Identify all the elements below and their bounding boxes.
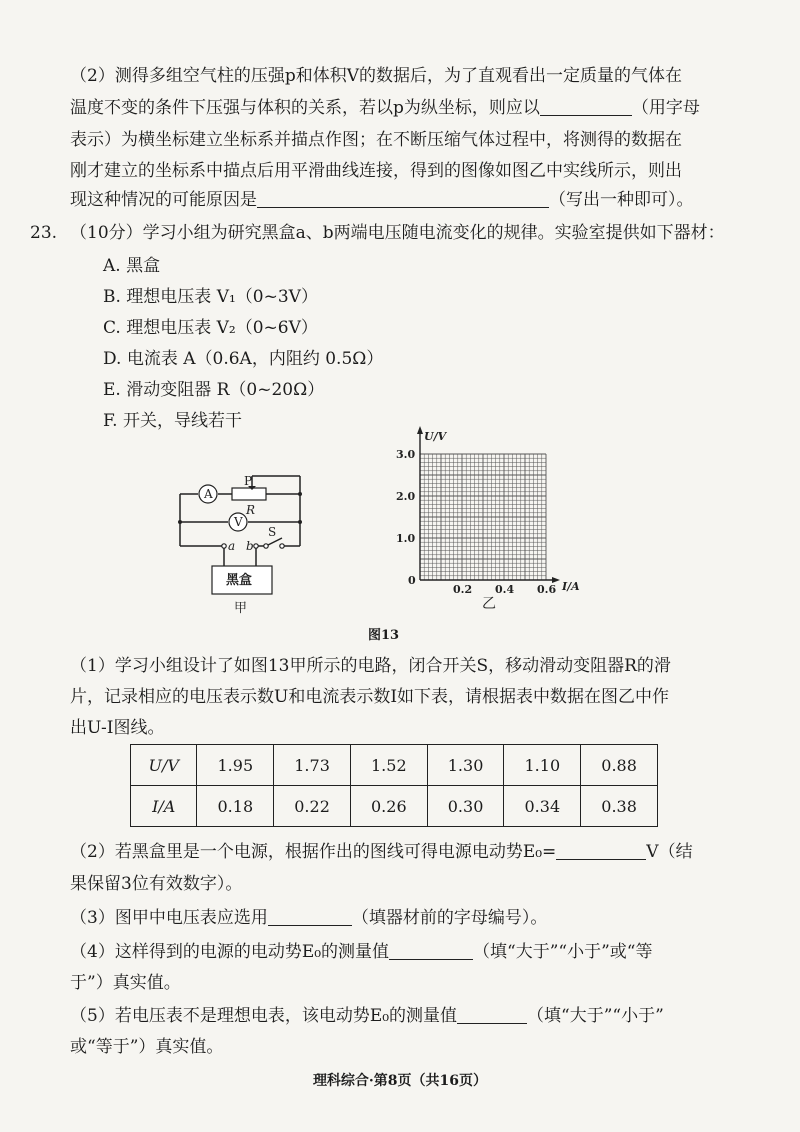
part1-line-3: 出U-I图线。 <box>70 718 165 738</box>
q22-line-5 <box>70 188 746 212</box>
terminal-a-label: a <box>228 539 236 553</box>
part2-tail: V（结 <box>646 842 693 862</box>
table-cell: 0.18 <box>197 786 274 827</box>
q22-line-3: 表示）为横坐标建立坐标系并描点作图；在不断压缩气体过程中，将测得的数据在 <box>70 130 682 150</box>
part3-line <box>70 906 746 930</box>
q22-line-5-tail: （写出一种即可）。 <box>549 190 694 210</box>
table-cell: 1.10 <box>504 745 581 786</box>
figure-label: 图13 <box>368 628 400 643</box>
part5-tail: （填“大于”“小于” <box>527 1006 664 1026</box>
part2-line-1 <box>70 840 746 864</box>
table-cell: 0.38 <box>581 786 658 827</box>
x-tick-label: 0.4 <box>495 583 515 596</box>
slider-label: P <box>244 474 253 488</box>
origin-label: 0 <box>408 574 416 587</box>
emf-answer-blank[interactable] <box>556 841 646 860</box>
x-axis-label: I/A <box>562 580 580 593</box>
resistor-label: R <box>246 503 256 517</box>
switch-label: S <box>268 525 277 539</box>
table-row <box>131 745 658 786</box>
q22-line-1: （2）测得多组空气柱的压强p和体积V的数据后，为了直观看出一定质量的气体在 <box>70 66 682 86</box>
option-e: E. 滑动变阻器 R（0~20Ω） <box>103 380 325 400</box>
table-cell: 0.88 <box>581 745 658 786</box>
x-tick-label: 0.2 <box>453 583 473 596</box>
x-tick-label: 0.6 <box>537 583 557 596</box>
part5-text: （5）若电压表不是理想电表，该电动势E₀的测量值 <box>70 1006 458 1026</box>
black-box-label: 黑盒 <box>226 573 253 588</box>
terminal-b-label: b <box>246 539 254 553</box>
q22-line-5-text: 现这种情况的可能原因是 <box>70 190 257 210</box>
part5-line-2: 或“等于”）真实值。 <box>70 1037 224 1057</box>
part2-line-2: 果保留3位有效数字）。 <box>70 874 243 894</box>
circuit-diagram <box>160 460 330 620</box>
option-d: D. 电流表 A（0.6A，内阻约 0.5Ω） <box>103 349 384 369</box>
option-c: C. 理想电压表 V₂（0~6V） <box>103 318 318 338</box>
part3-tail: （填器材前的字母编号）。 <box>351 908 548 928</box>
circuit-caption: 甲 <box>234 601 248 616</box>
data-table <box>130 744 658 827</box>
q22-answer-blank-1[interactable] <box>540 97 632 116</box>
table-cell: 0.22 <box>274 786 351 827</box>
part4-text: （4）这样得到的电源的电动势E₀的测量值 <box>70 942 390 962</box>
part3-text: （3）图甲中电压表应选用 <box>70 908 268 928</box>
y-tick-label: 1.0 <box>396 532 416 545</box>
table-cell: 0.26 <box>350 786 427 827</box>
q23-number: 23. <box>30 223 58 243</box>
table-cell: 1.52 <box>350 745 427 786</box>
y-tick-label: 2.0 <box>396 490 416 503</box>
q22-line-2-tail: （用字母 <box>631 98 700 118</box>
ui-graph <box>360 426 600 618</box>
q23-stem: （10分）学习小组为研究黑盒a、b两端电压随电流变化的规律。实验室提供如下器材： <box>70 223 725 243</box>
ammeter-label: A <box>204 487 213 501</box>
table-cell: 1.95 <box>197 745 274 786</box>
q22-line-2-text: 温度不变的条件下压强与体积的关系，若以p为纵坐标，则应以 <box>70 98 540 118</box>
table-row <box>131 786 658 827</box>
part2-text: （2）若黑盒里是一个电源，根据作出的图线可得电源电动势E₀= <box>70 842 557 862</box>
part1-line-1: （1）学习小组设计了如图13甲所示的电路，闭合开关S，移动滑动变阻器R的滑 <box>70 656 671 676</box>
voltmeter-label: V <box>234 515 243 529</box>
y-axis-arrow-icon <box>417 426 423 434</box>
option-f: F. 开关，导线若干 <box>103 411 242 431</box>
part4-line-1 <box>70 940 746 964</box>
part4-answer-blank[interactable] <box>389 941 473 960</box>
q22-line-4: 刚才建立的坐标系中描点后用平滑曲线连接，得到的图像如图乙中实线所示，则出 <box>70 161 682 181</box>
y-tick-label: 3.0 <box>396 448 416 461</box>
table-header-i: I/A <box>131 786 197 827</box>
page-footer: 理科综合·第8页（共16页） <box>312 1073 488 1089</box>
part4-line-2: 于”）真实值。 <box>70 973 181 993</box>
q22-line-2 <box>70 96 746 120</box>
part5-line-1 <box>70 1004 746 1028</box>
table-cell: 1.30 <box>427 745 504 786</box>
table-header-u: U/V <box>131 745 197 786</box>
option-b: B. 理想电压表 V₁（0~3V） <box>103 287 318 307</box>
q22-answer-blank-2[interactable] <box>257 189 549 208</box>
part1-line-2: 片，记录相应的电压表示数U和电流表示数I如下表，请根据表中数据在图乙中作 <box>70 687 670 707</box>
y-axis-label: U/V <box>424 430 447 443</box>
part4-tail: （填“大于”“小于”或“等 <box>473 942 653 962</box>
rheostat-icon <box>232 488 266 500</box>
graph-grid <box>420 454 546 580</box>
voltmeter-choice-blank[interactable] <box>268 907 352 926</box>
graph-caption: 乙 <box>482 596 496 612</box>
part5-answer-blank[interactable] <box>457 1005 527 1024</box>
option-a: A. 黑盒 <box>103 256 161 276</box>
table-cell: 0.34 <box>504 786 581 827</box>
table-cell: 1.73 <box>274 745 351 786</box>
table-cell: 0.30 <box>427 786 504 827</box>
